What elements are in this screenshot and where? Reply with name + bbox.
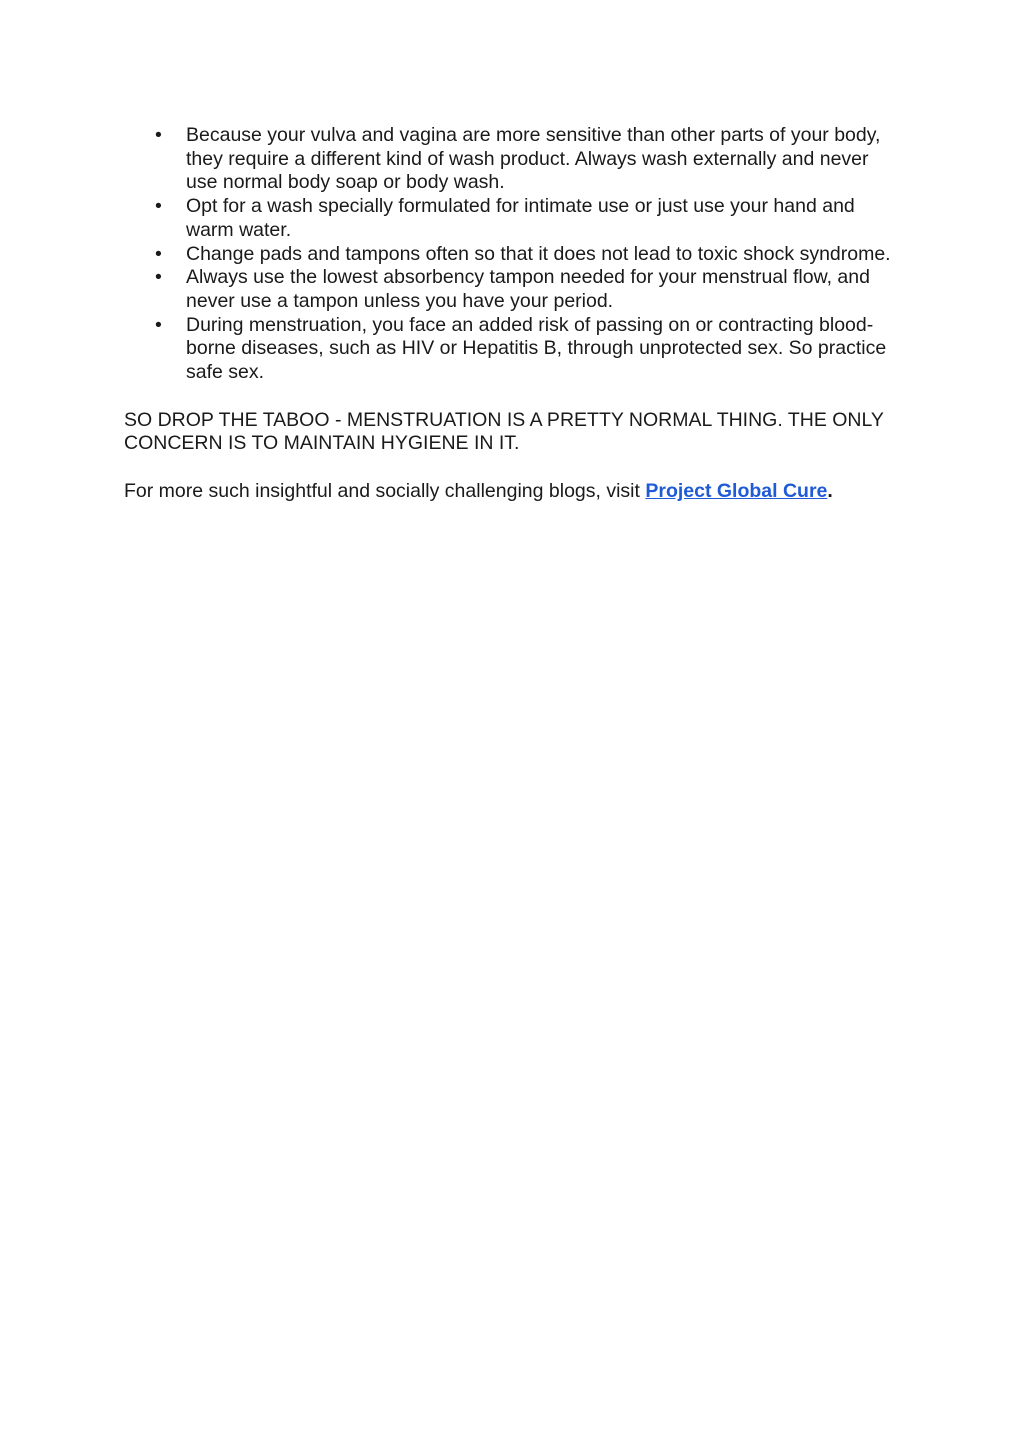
hygiene-tips-list <box>124 124 904 385</box>
tip-text: During menstruation, you face an added risk of passing on or contracting blood-borne diseases, such as HIV or Hepatitis B, through unprotected sex. So practice safe sex. <box>186 313 887 384</box>
list-item <box>124 243 904 267</box>
visit-paragraph <box>124 480 904 504</box>
tip-text: Opt for a wash specially formulated for intimate use or just use your hand and warm water. <box>186 195 855 241</box>
visit-suffix: . <box>827 480 833 503</box>
bullet-icon: • <box>155 195 162 218</box>
tip-text: Change pads and tampons often so that it does not lead to toxic shock syndrome. <box>186 242 891 265</box>
closing-statement: SO DROP THE TABOO - MENSTRUATION IS A PRETTY NORMAL THING. THE ONLY CONCERN IS TO MAINTAIN HYGIENE IN IT. <box>124 408 884 455</box>
visit-prefix: For more such insightful and socially challenging blogs, visit <box>124 480 646 503</box>
bullet-icon: • <box>155 242 162 265</box>
list-item <box>124 195 904 242</box>
tip-text: Always use the lowest absorbency tampon needed for your menstrual flow, and never use a tampon unless you have your period. <box>186 266 870 312</box>
list-item <box>124 314 904 385</box>
page-content <box>124 124 904 504</box>
tip-text: Because your vulva and vagina are more sensitive than other parts of your body, they require a different kind of wash product. Always wash externally and never use normal body soap or body wash. <box>186 124 881 194</box>
bullet-icon: • <box>155 266 162 289</box>
project-global-cure-link[interactable]: Project Global Cure <box>645 480 828 503</box>
list-item <box>124 124 904 195</box>
list-item <box>124 266 904 313</box>
bullet-icon: • <box>155 313 162 336</box>
bullet-icon: • <box>155 124 162 146</box>
